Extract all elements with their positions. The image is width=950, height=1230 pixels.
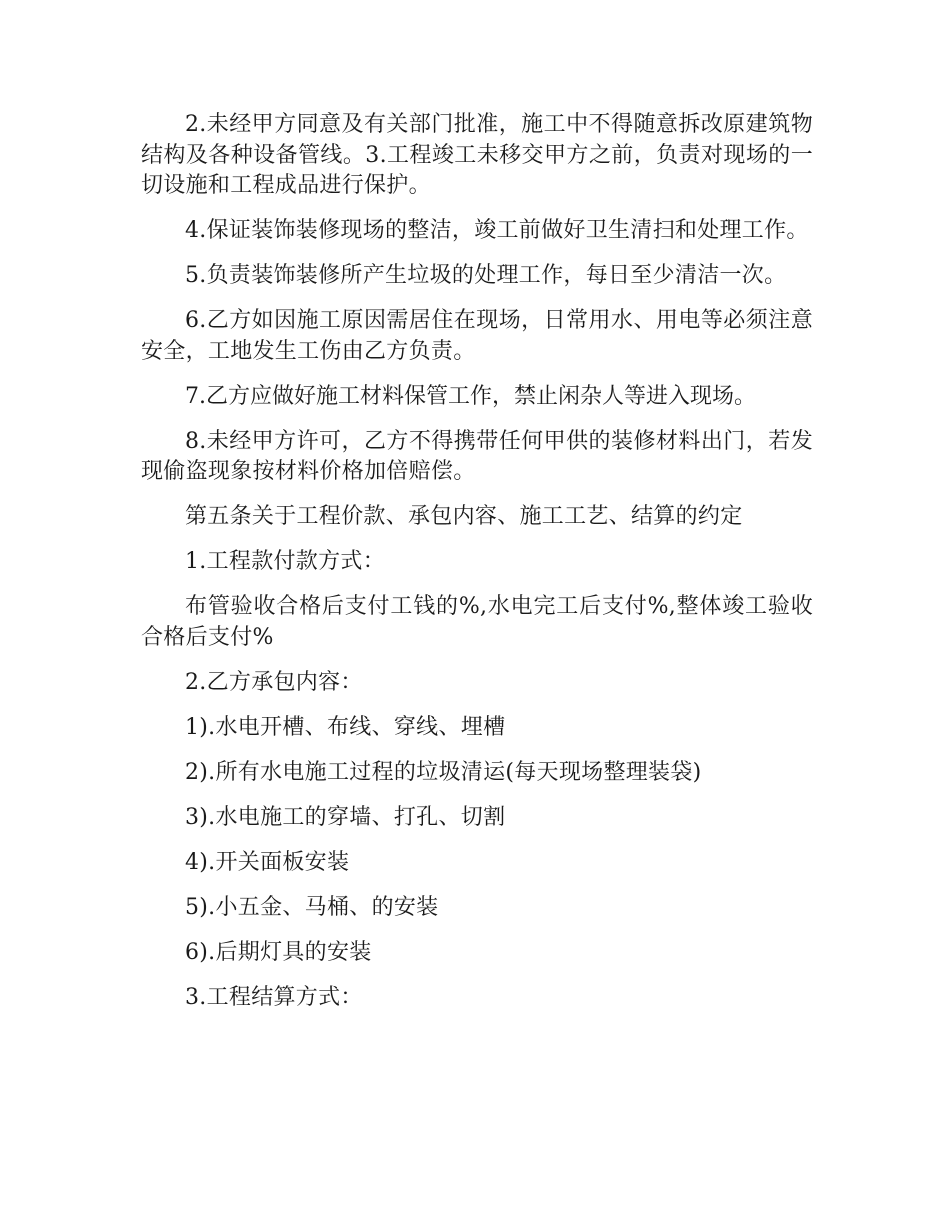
paragraph-clause-2-3: 2.未经甲方同意及有关部门批准，施工中不得随意拆改原建筑物结构及各种设备管线。3.工程竣工未移交甲方之前，负责对现场的一切设施和工程成品进行保护。 <box>141 112 813 198</box>
paragraph-settlement-method-label: 3.工程结算方式： <box>185 984 363 1010</box>
paragraph-clause-7: 7.乙方应做好施工材料保管工作，禁止闲杂人等进入现场。 <box>185 383 756 409</box>
list-item-scope-4: 4).开关面板安装 <box>185 849 350 875</box>
paragraph-clause-5: 5.负责装饰装修所产生垃圾的处理工作，每日至少清洁一次。 <box>185 263 787 288</box>
list-item-scope-5: 5).小五金、马桶、的安装 <box>185 894 439 920</box>
list-item-scope-2: 2).所有水电施工过程的垃圾清运(每天现场整理装袋) <box>185 759 702 785</box>
paragraph-clause-6: 6.乙方如因施工原因需居住在现场，日常用水、用电等必须注意安全，工地发生工伤由乙方负责。 <box>141 308 813 364</box>
paragraph-payment-method-label: 1.工程款付款方式： <box>185 549 385 574</box>
list-item-scope-3: 3).水电施工的穿墙、打孔、切割 <box>185 804 506 830</box>
list-item-scope-1: 1).水电开槽、布线、穿线、埋槽 <box>185 714 506 740</box>
document-page <box>141 110 813 1028</box>
list-item-scope-6: 6).后期灯具的安装 <box>185 939 372 965</box>
section-heading-article-5: 第五条关于工程价款、承包内容、施工工艺、结算的约定 <box>185 504 743 529</box>
paragraph-contract-scope-label: 2.乙方承包内容： <box>185 669 363 695</box>
paragraph-payment-terms: 布管验收合格后支付工钱的%,水电完工后支付%,整体竣工验收合格后支付% <box>141 594 813 650</box>
paragraph-clause-4: 4.保证装饰装修现场的整洁，竣工前做好卫生清扫和处理工作。 <box>185 218 809 243</box>
paragraph-clause-8: 8.未经甲方许可，乙方不得携带任何甲供的装修材料出门，若发现偷盗现象按材料价格加倍赔偿。 <box>141 428 813 484</box>
